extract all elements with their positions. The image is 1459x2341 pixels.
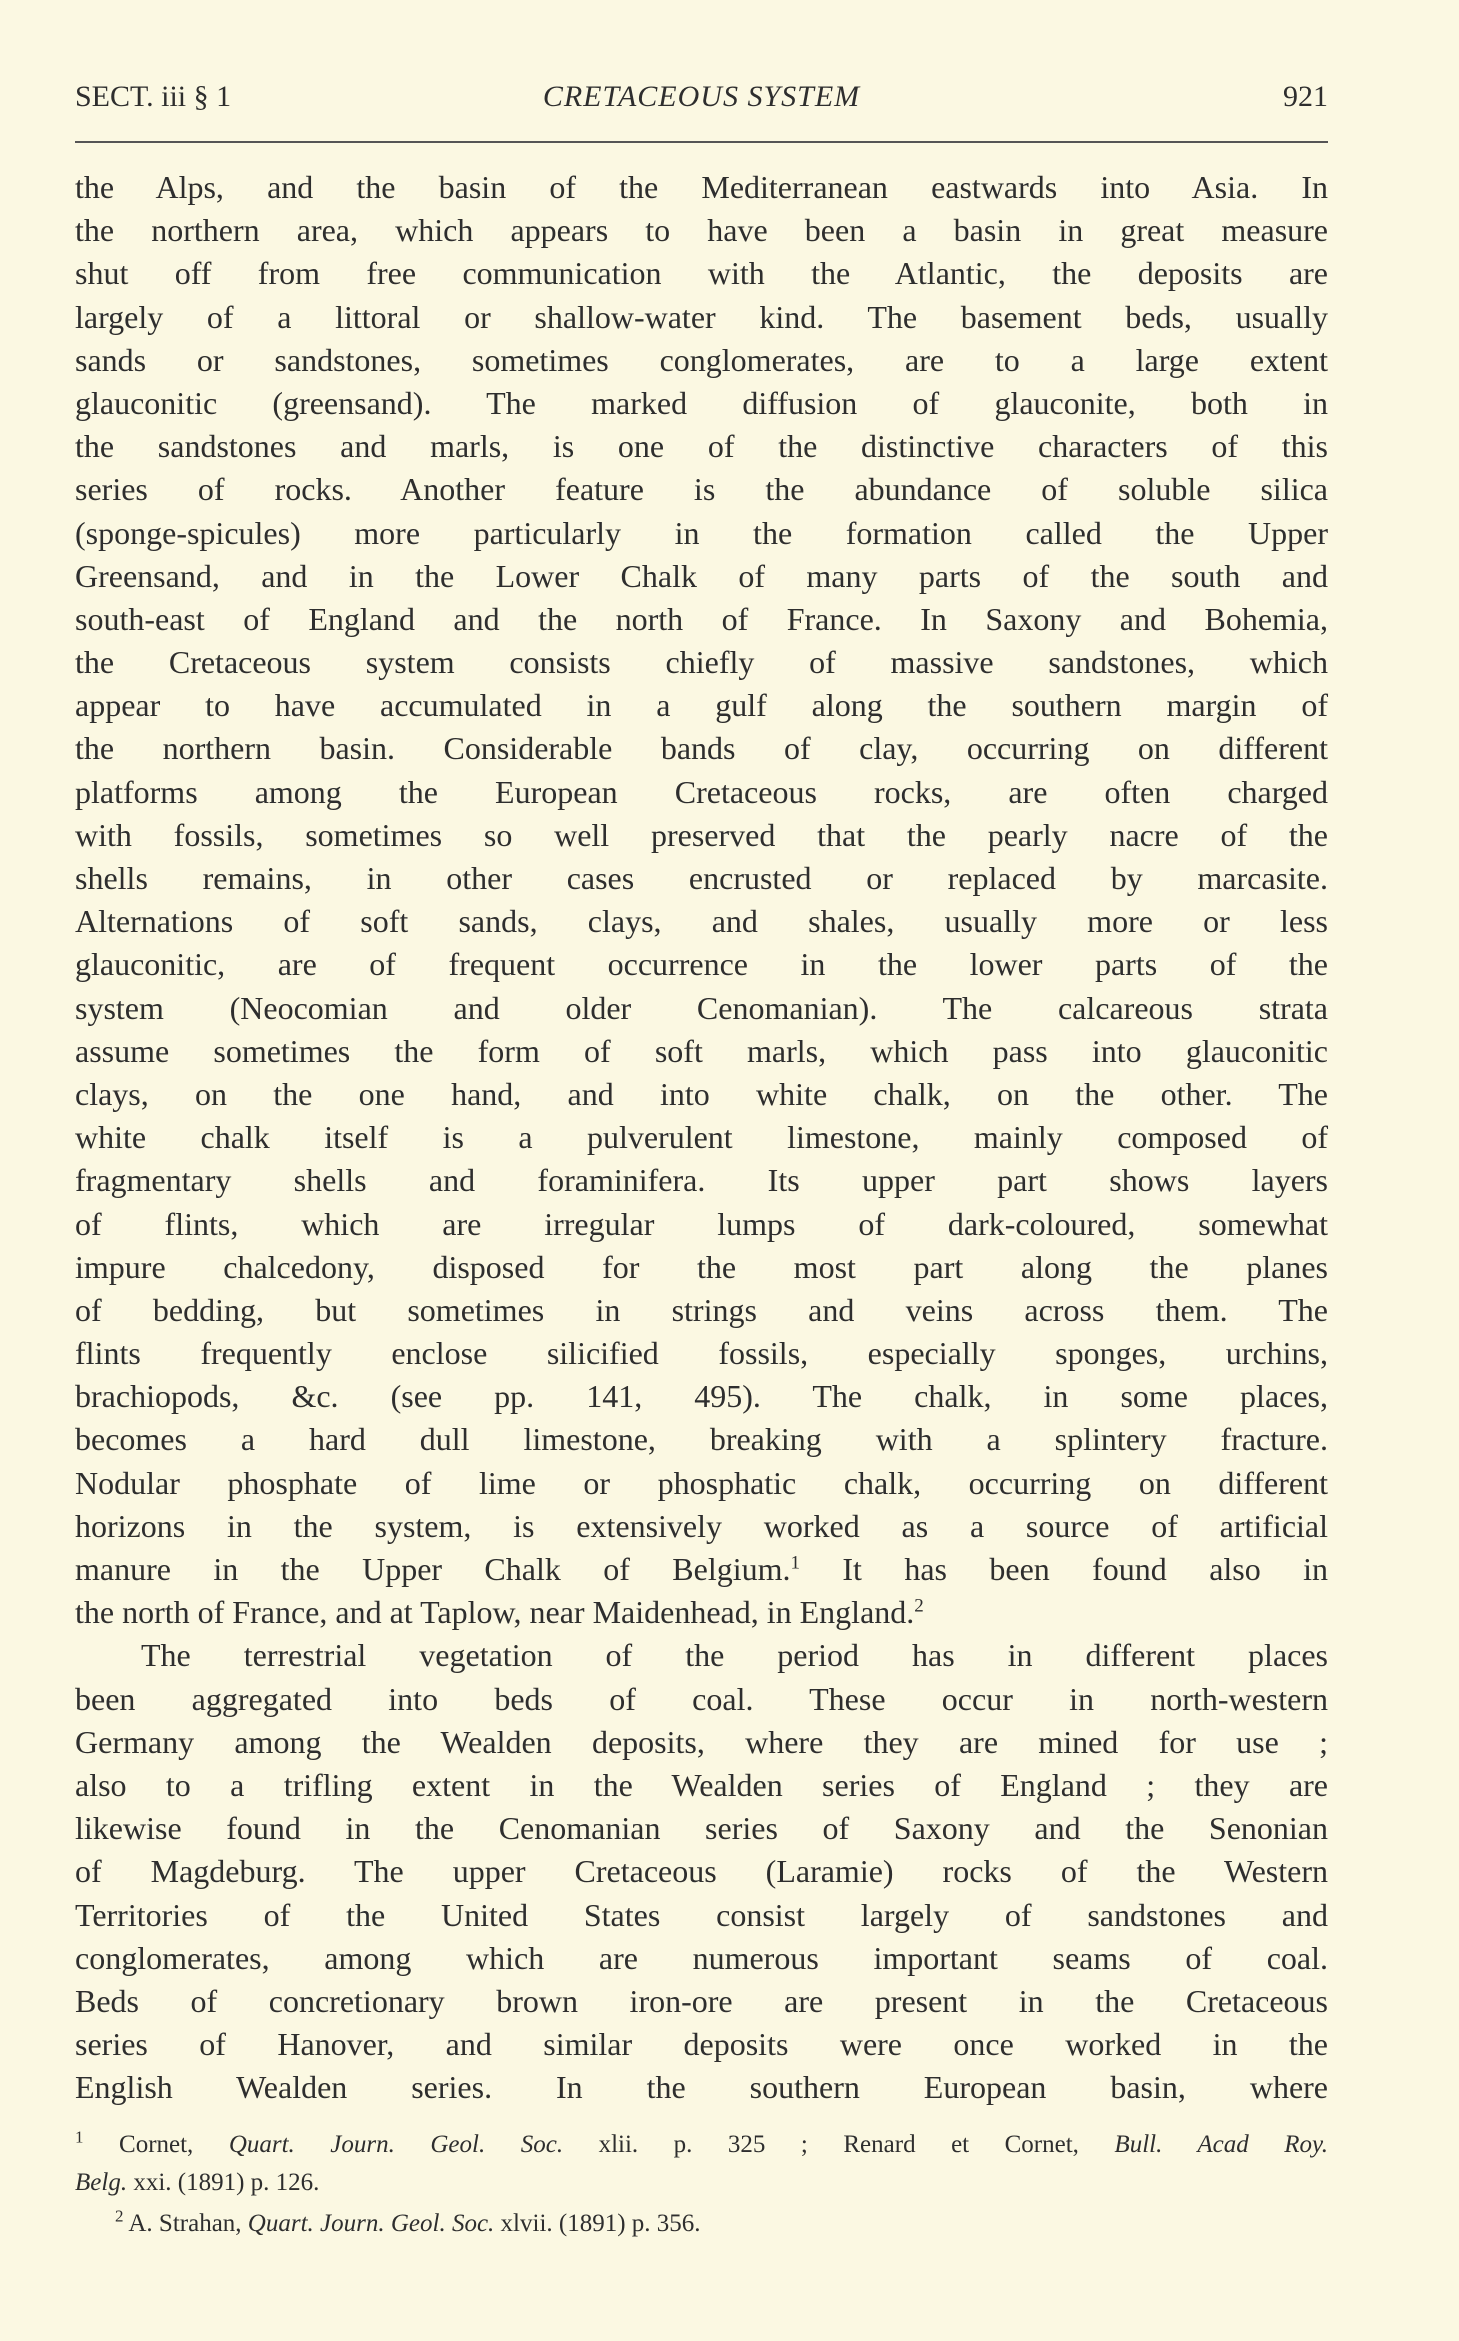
line-text: assume sometimes the form of soft marls, which pass into glauconitic <box>75 1032 1328 1069</box>
line-text: manure in the Upper Chalk of Belgium. <box>75 1551 791 1587</box>
line-text: the Cretaceous system consists chiefly of massive sandstones, which <box>75 644 1328 681</box>
line-text: the northern basin. Considerable bands of clay, occurring on different <box>75 730 1328 767</box>
text-line <box>75 943 1328 986</box>
line-text: The terrestrial vegetation of the period has in different places <box>141 1637 1328 1674</box>
text-line <box>75 1116 1328 1159</box>
text-line <box>75 1462 1328 1505</box>
footnote-mark: 2 <box>115 2206 124 2226</box>
running-header <box>75 80 1328 120</box>
text-line <box>75 1375 1328 1418</box>
page-number: 921 <box>1283 80 1328 113</box>
text-line <box>75 339 1328 382</box>
line-text: series of Hanover, and similar deposits were once worked in the <box>75 2026 1328 2063</box>
line-text: flints frequently enclose silicified fossils, especially sponges, urchins, <box>75 1335 1328 1372</box>
footnote-reference[interactable]: 2 <box>914 1595 924 1617</box>
text-line <box>75 555 1328 598</box>
line-text: white chalk itself is a pulverulent limestone, mainly composed of <box>75 1119 1328 1156</box>
text-line <box>75 684 1328 727</box>
text-line <box>75 1203 1328 1246</box>
body-text <box>75 166 1328 2109</box>
line-text: Nodular phosphate of lime or phosphatic chalk, occurring on different <box>75 1464 1328 1501</box>
text-line <box>75 1591 1328 1634</box>
text-line <box>75 1548 1328 1591</box>
text-line <box>75 598 1328 641</box>
footnote-text: xlii. p. 325 ; Renard et Cornet, <box>563 2131 1115 2158</box>
text-line <box>75 1980 1328 2023</box>
line-text: the north of France, and at Taplow, near Maidenhead, in England. <box>75 1594 915 1631</box>
footnote-text: Cornet, <box>119 2131 229 2158</box>
line-text: of bedding, but sometimes in strings and veins across them. The <box>75 1291 1328 1328</box>
text-line <box>75 900 1328 943</box>
line-text: fragmentary shells and foraminifera. Its upper part shows layers <box>75 1162 1328 1199</box>
line-text: Territories of the United States consist largely of sandstones and <box>75 1896 1328 1933</box>
footnote-journal: Belg. <box>75 2169 128 2196</box>
line-text: becomes a hard dull limestone, breaking with a splintery fracture. <box>75 1421 1328 1458</box>
footnote-1 <box>75 2126 1328 2202</box>
text-line <box>75 1030 1328 1073</box>
text-line <box>75 1332 1328 1375</box>
text-line <box>75 2066 1328 2109</box>
line-text: sands or sandstones, sometimes conglomerates, are to a large extent <box>75 341 1328 378</box>
text-line <box>75 1764 1328 1807</box>
line-text: Germany among the Wealden deposits, where they are mined for use ; <box>75 1723 1328 1760</box>
line-text: Beds of concretionary brown iron-ore are present in the Cretaceous <box>75 1982 1328 2019</box>
line-text: south-east of England and the north of France. In Saxony and Bohemia, <box>75 600 1328 637</box>
footnote-text: xxi. (1891) p. 126. <box>127 2169 320 2196</box>
line-text: largely of a littoral or shallow-water kind. The basement beds, usually <box>75 298 1328 335</box>
text-line <box>75 1073 1328 1116</box>
line-text: conglomerates, among which are numerous important seams of coal. <box>75 1939 1328 1976</box>
line-text: also to a trifling extent in the Wealden series of England ; they are <box>75 1766 1328 1803</box>
text-line <box>75 1246 1328 1289</box>
text-line <box>75 1678 1328 1721</box>
line-text: glauconitic (greensand). The marked diffusion of glauconite, both in <box>75 384 1328 421</box>
text-line <box>75 857 1328 900</box>
text-line <box>75 814 1328 857</box>
line-text: Alternations of soft sands, clays, and shales, usually more or less <box>75 903 1328 940</box>
text-line <box>75 1850 1328 1893</box>
line-text: system (Neocomian and older Cenomanian). The calcareous strata <box>75 989 1328 1026</box>
footnote-journal: Quart. Journ. Geol. Soc. <box>247 2210 495 2237</box>
line-text: shut off from free communication with the Atlantic, the deposits are <box>75 255 1328 292</box>
section-label: SECT. iii § 1 <box>75 80 232 113</box>
text-line <box>75 1418 1328 1461</box>
line-text: It has been found also in <box>800 1551 1329 1587</box>
text-line <box>75 727 1328 770</box>
header-rule <box>75 141 1328 143</box>
line-text: with fossils, sometimes so well preserved that the pearly nacre of the <box>75 816 1328 853</box>
line-text: Greensand, and in the Lower Chalk of many parts of the south and <box>75 557 1328 594</box>
text-line <box>75 1289 1328 1332</box>
text-line <box>75 252 1328 295</box>
line-text: clays, on the one hand, and into white chalk, on the other. The <box>75 1075 1328 1112</box>
text-line <box>75 1505 1328 1548</box>
line-text: the sandstones and marls, is one of the distinctive characters of this <box>75 428 1328 465</box>
text-line <box>75 166 1328 209</box>
footnote-journal: Quart. Journ. Geol. Soc. <box>228 2131 564 2158</box>
line-text: (sponge-spicules) more particularly in the formation called the Upper <box>75 514 1328 551</box>
text-line <box>75 1634 1328 1677</box>
footnote-text: xlvii. (1891) p. 356. <box>494 2210 701 2237</box>
text-line <box>75 641 1328 684</box>
footnote-mark: 1 <box>75 2127 84 2147</box>
text-line <box>75 425 1328 468</box>
text-line <box>75 1721 1328 1764</box>
footnote-journal: Bull. Acad Roy. <box>1114 2131 1328 2158</box>
text-line <box>75 1894 1328 1937</box>
text-line <box>75 209 1328 252</box>
line-text: series of rocks. Another feature is the abundance of soluble silica <box>75 471 1328 508</box>
line-text: of flints, which are irregular lumps of dark-coloured, somewhat <box>75 1205 1328 1242</box>
text-line <box>75 771 1328 814</box>
text-line <box>75 296 1328 339</box>
text-line <box>75 1937 1328 1980</box>
line-text: likewise found in the Cenomanian series of Saxony and the Senonian <box>75 1810 1328 1847</box>
text-line <box>75 382 1328 425</box>
text-line <box>75 2023 1328 2066</box>
footnote-reference[interactable]: 1 <box>790 1552 801 1574</box>
line-text: appear to have accumulated in a gulf along the southern margin of <box>75 687 1328 724</box>
line-text: horizons in the system, is extensively worked as a source of artificial <box>75 1507 1328 1544</box>
line-text: the Alps, and the basin of the Mediterranean eastwards into Asia. In <box>75 169 1328 205</box>
line-text: the northern area, which appears to have been a basin in great measure <box>75 212 1328 249</box>
line-text: of Magdeburg. The upper Cretaceous (Laramie) rocks of the Western <box>75 1853 1328 1890</box>
running-title: CRETACEOUS SYSTEM <box>542 80 861 113</box>
line-text: impure chalcedony, disposed for the most part along the planes <box>75 1248 1328 1285</box>
line-text: platforms among the European Cretaceous rocks, are often charged <box>75 773 1328 810</box>
text-line <box>75 1159 1328 1202</box>
text-line <box>75 1807 1328 1850</box>
line-text: brachiopods, &c. (see pp. 141, 495). The chalk, in some places, <box>75 1378 1328 1415</box>
footnote-text: A. Strahan, <box>128 2210 248 2237</box>
line-text: been aggregated into beds of coal. These occur in north-western <box>75 1680 1328 1717</box>
text-line <box>75 987 1328 1030</box>
text-line <box>75 512 1328 555</box>
line-text: English Wealden series. In the southern European basin, where <box>75 2069 1328 2106</box>
footnote-2 <box>75 2205 1368 2243</box>
line-text: glauconitic, are of frequent occurrence in the lower parts of the <box>75 946 1328 983</box>
line-text: shells remains, in other cases encrusted or replaced by marcasite. <box>75 860 1328 896</box>
text-line <box>75 468 1328 511</box>
